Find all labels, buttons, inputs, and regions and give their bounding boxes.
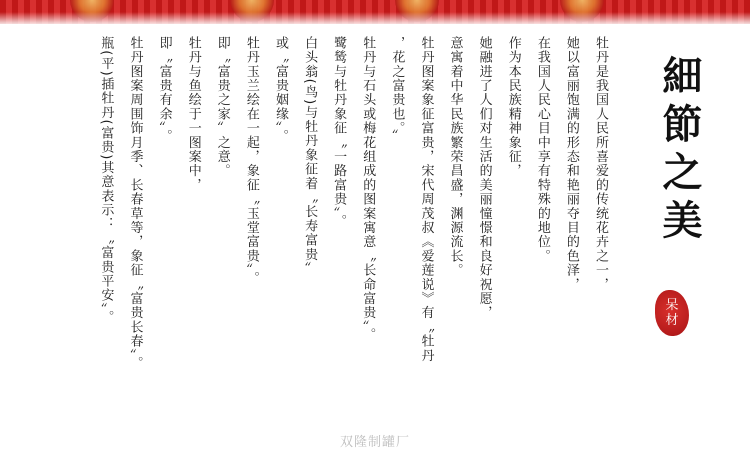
page-title: 細節之美: [656, 55, 703, 247]
text-column: 她融进了人们对生活的美丽憧憬和良好祝愿，: [476, 36, 492, 320]
text-column: 牡丹图案象征富贵，宋代周茂叔《爱莲说》有〝牡丹: [418, 36, 434, 363]
text-column: 牡丹图案周围饰月季、长春草等，象征〝富贵长春〞。: [127, 36, 143, 371]
text-column: 或〝富贵姻缘〞。: [272, 36, 288, 144]
text-column: 白头翁(鸟)与牡丹象征着〝长寿富贵〞: [302, 36, 318, 276]
text-column: 牡丹与鱼绘于一图案中，: [185, 36, 201, 193]
text-column: 牡丹与石头或梅花组成的图案寓意〝长命富贵〞。: [360, 36, 376, 342]
top-decorative-band: [0, 0, 750, 24]
text-column: 牡丹玉兰绘在一起，象征〝玉堂富贵〞。: [243, 36, 259, 286]
text-column: ，花之富贵也。〞: [389, 36, 405, 144]
text-column: 作为本民族精神象征，: [505, 36, 521, 178]
text-column: 瓶(平)插牡丹(富贵)其意表示：〝富贵平安〞。: [98, 36, 114, 325]
text-column: 牡丹是我国人民所喜爱的传统花卉之一，: [593, 36, 608, 292]
band-fade: [0, 12, 750, 24]
text-column: 即〝富贵有余〞。: [156, 36, 172, 144]
text-column: 在我国人民心目中享有特殊的地位。: [534, 36, 550, 264]
text-column: 意寓着中华民族繁荣昌盛，渊源流长。: [447, 36, 463, 278]
watermark: 双隆制罐厂: [340, 435, 411, 450]
seal-text-line-1: 呆: [665, 298, 679, 313]
text-column: 鹭鸶与牡丹象征〝一路富贵〞。: [331, 36, 347, 229]
body-text: [86, 36, 610, 436]
text-column: 她以富丽饱满的形态和艳丽夺目的色泽，: [563, 36, 579, 292]
text-column: 即〝富贵之家〞之意。: [214, 36, 230, 178]
red-seal-stamp: [655, 290, 689, 336]
seal-text-line-2: 材: [665, 313, 679, 328]
